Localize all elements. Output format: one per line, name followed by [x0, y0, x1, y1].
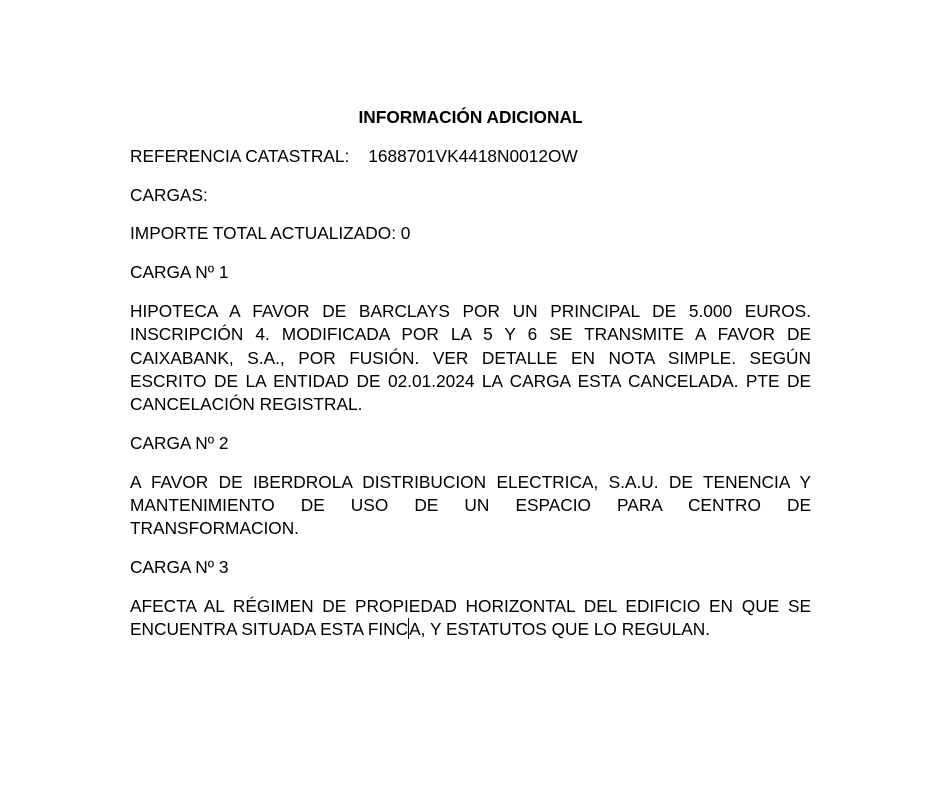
carga-3-body[interactable] [130, 595, 811, 642]
referencia-catastral-value: 1688701VK4418N0012OW [368, 145, 578, 166]
referencia-catastral-line[interactable] [130, 145, 811, 168]
document-title[interactable]: INFORMACIÓN ADICIONAL [358, 107, 583, 127]
carga-2-section [130, 432, 811, 541]
carga-2-body[interactable]: A FAVOR DE IBERDROLA DISTRIBUCION ELECTRICA, S.A.U. DE TENENCIA Y MANTENIMIENTO DE USO DE UN ESPACIO PARA CENTRO DE TRANSFORMACION. [130, 471, 811, 539]
carga-1-section [130, 261, 811, 416]
carga-1-heading[interactable]: CARGA Nº 1 [130, 262, 229, 283]
carga-3-body-before-cursor: AFECTA AL RÉGIMEN DE PROPIEDAD HORIZONTAL DEL EDIFICIO EN QUE SE ENCUENTRA SITUADA ESTA FINC [130, 595, 811, 640]
carga-3-section [130, 556, 811, 641]
carga-1-body[interactable]: HIPOTECA A FAVOR DE BARCLAYS POR UN PRINCIPAL DE 5.000 EUROS. INSCRIPCIÓN 4. MODIFICADA POR LA 5 Y 6 SE TRANSMITE A FAVOR DE CAIXABANK, S.A., POR FUSIÓN. VER DETALLE EN NOTA SIMPLE. SEGÚN ESCRITO DE LA ENTIDAD DE 02.01.2024 LA CARGA ESTA CANCELADA. PTE DE CANCELACIÓN REGISTRAL. [130, 300, 811, 415]
cargas-heading[interactable]: CARGAS: [130, 184, 208, 205]
carga-3-body-after-cursor: A, Y ESTATUTOS QUE LO REGULAN. [409, 619, 711, 640]
importe-total-line[interactable]: IMPORTE TOTAL ACTUALIZADO: 0 [130, 223, 411, 244]
referencia-catastral-label: REFERENCIA CATASTRAL: [130, 145, 350, 166]
carga-2-heading[interactable]: CARGA Nº 2 [130, 432, 229, 453]
carga-3-heading[interactable]: CARGA Nº 3 [130, 557, 229, 578]
